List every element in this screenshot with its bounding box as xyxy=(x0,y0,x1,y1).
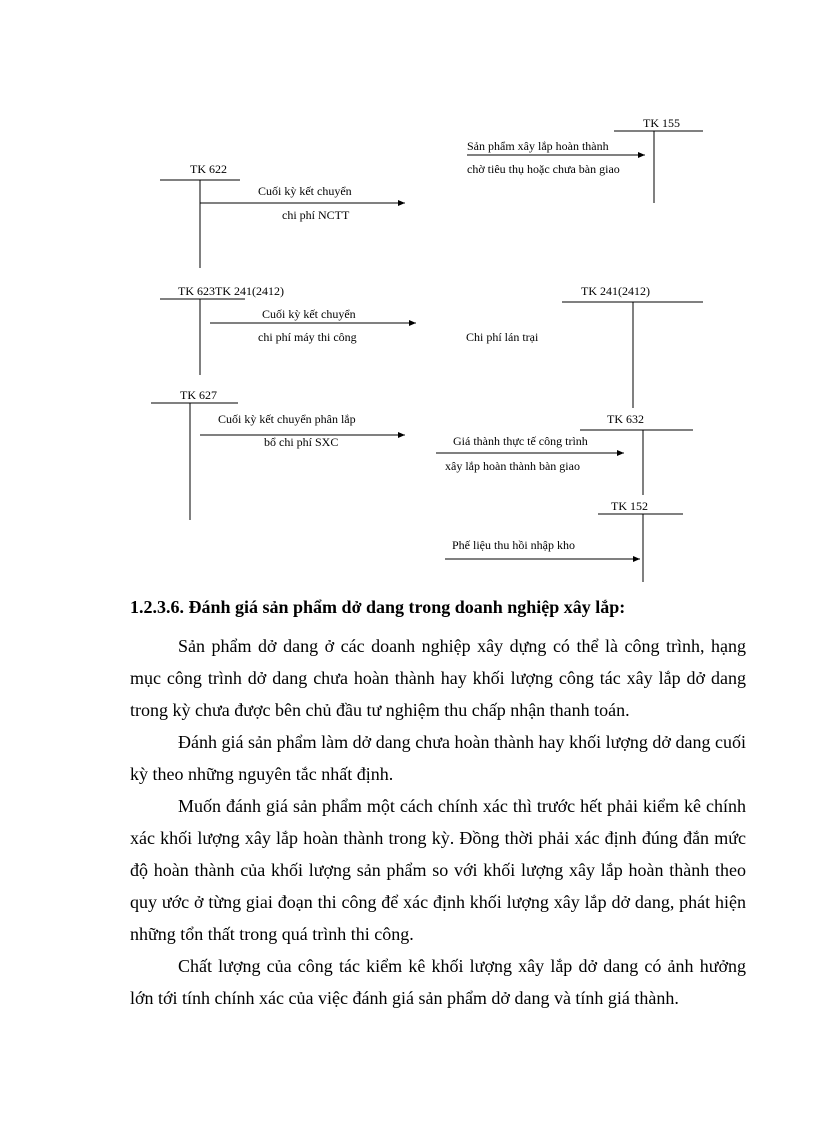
tk622-arrow-label-1: Cuối kỳ kết chuyển xyxy=(258,184,352,198)
tk632-label: TK 632 xyxy=(607,412,644,426)
paragraph-3: Muốn đánh giá sản phẩm một cách chính xác thì trước hết phải kiểm kê chính xác khối lượng xây lắp hoàn thành trong kỳ. Đồng thời phải xác định đúng đắn mức độ hoàn thành của khối lượng sản phẩm so với khối lượng xây lắp hoàn thành theo quy ước ở từng giai đoạn thi công để xác định khối lượng xây lắp dở dang, phát hiện những tổn thất trong quá trình thi công. xyxy=(130,796,746,944)
tk623-arrow-label-1: Cuối kỳ kết chuyển xyxy=(262,307,356,321)
paragraph-2: Đánh giá sản phẩm làm dở dang chưa hoàn thành hay khối lượng dở dang cuối kỳ theo những nguyên tắc nhất định. xyxy=(130,732,746,784)
tk152-arrow-label: Phế liệu thu hồi nhập kho xyxy=(452,538,575,552)
tk155-arrow-label-2: chờ tiêu thụ hoặc chưa bàn giao xyxy=(467,162,620,176)
tk622-label: TK 622 xyxy=(190,162,227,176)
tk152-label: TK 152 xyxy=(611,499,648,513)
paragraph-4: Chất lượng của công tác kiểm kê khối lượng xây lắp dở dang có ảnh hưởng lớn tới tính chính xác của việc đánh giá sản phẩm dở dang và tính giá thành. xyxy=(130,956,746,1008)
tk632-account xyxy=(436,412,693,495)
tk627-label: TK 627 xyxy=(180,388,217,402)
tk622-arrow-label-2: chi phí NCTT xyxy=(282,208,350,222)
tk241-label: TK 241(2412) xyxy=(581,284,650,298)
tk632-arrow-label-2: xây lắp hoàn thành bàn giao xyxy=(445,459,580,473)
tk241-account xyxy=(466,284,703,408)
section-content xyxy=(130,592,746,1014)
tk632-arrow-label-1: Giá thành thực tế công trình xyxy=(453,434,588,448)
tk241-note: Chi phí lán trại xyxy=(466,330,539,344)
tk623-label: TK 623TK 241(2412) xyxy=(178,284,284,298)
tk623-arrow-label-2: chi phí máy thi công xyxy=(258,330,357,344)
tk623-account xyxy=(160,284,416,375)
tk155-account xyxy=(467,116,703,203)
tk155-arrow-label-1: Sản phẩm xây lắp hoàn thành xyxy=(467,139,609,153)
tk627-account xyxy=(151,388,405,520)
paragraph-1: Sản phẩm dở dang ở các doanh nghiệp xây dựng có thể là công trình, hạng mục công trình dở dang chưa hoàn thành hay khối lượng công tác xây lắp dở dang trong kỳ chưa được bên chủ đầu tư nghiệm thu chấp nhận thanh toán. xyxy=(130,636,746,720)
tk155-label: TK 155 xyxy=(643,116,680,130)
tk622-account xyxy=(160,162,405,268)
tk627-arrow-label-2: bổ chi phí SXC xyxy=(264,435,339,449)
tk627-arrow-label-1: Cuối kỳ kết chuyển phân lắp xyxy=(218,412,356,426)
section-heading: 1.2.3.6. Đánh giá sản phẩm dở dang trong doanh nghiệp xây lắp: xyxy=(130,597,626,617)
tk152-account xyxy=(445,499,683,582)
